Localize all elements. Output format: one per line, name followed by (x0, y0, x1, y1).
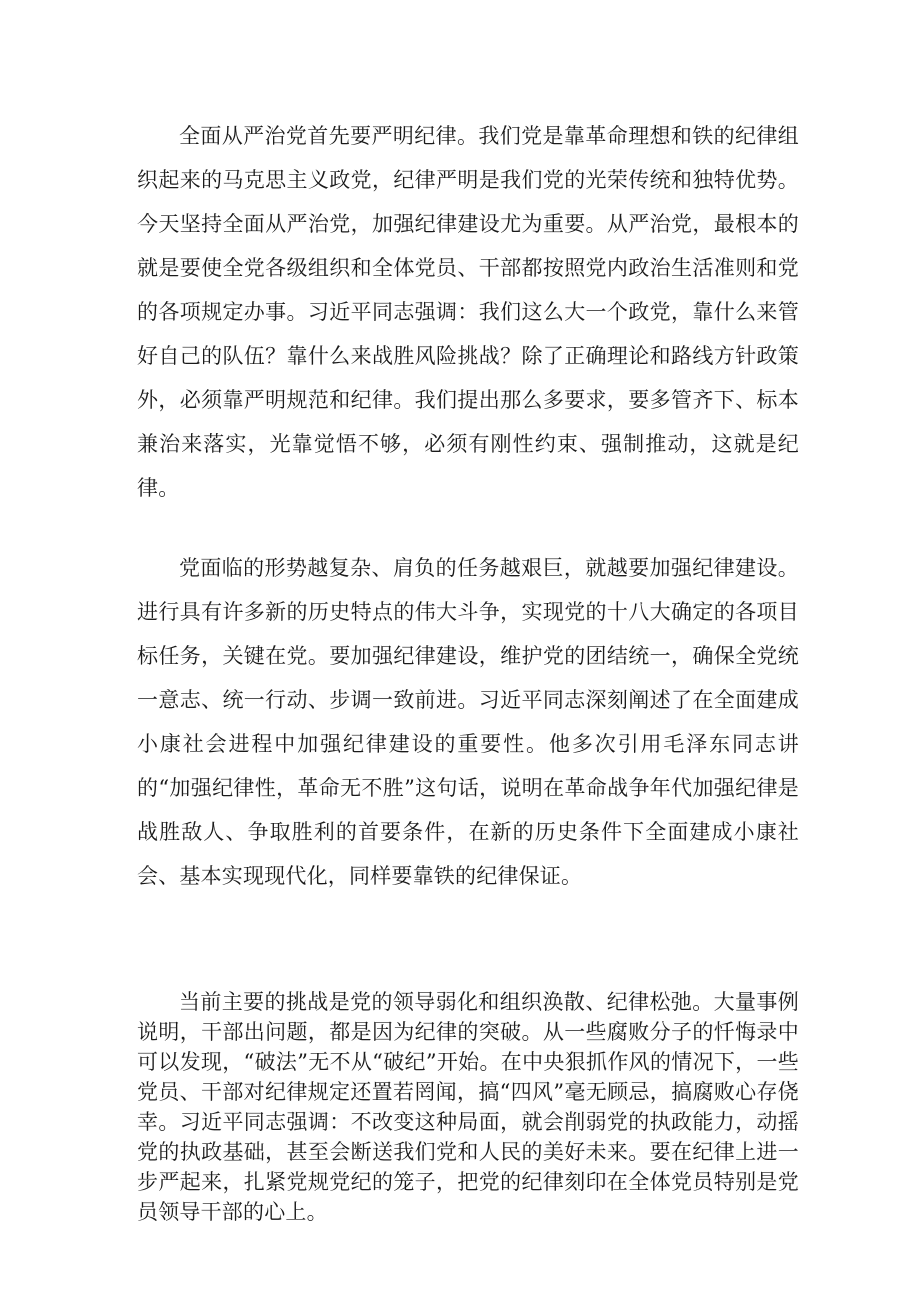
paragraph-1: 全面从严治党首先要严明纪律。我们党是靠革命理想和铁的纪律组织起来的马克思主义政党，纪律严明是我们党的光荣传统和独特优势。今天坚持全面从严治党，加强纪律建设尤为重要。从严治党，最根本的就是要使全党各级组织和全体党员、干部都按照党内政治生活准则和党的各项规定办事。习近平同志强调：我们这么大一个政党，靠什么来管好自己的队伍？靠什么来战胜风险挑战？除了正确理论和路线方针政策外，必须靠严明规范和纪律。我们提出那么多要求，要多管齐下、标本兼治来落实，光靠觉悟不够，必须有刚性约束、强制推动，这就是纪律。 (137, 124, 799, 500)
paragraph-3: 当前主要的挑战是党的领导弱化和组织涣散、纪律松弛。大量事例说明，干部出问题，都是因为纪律的突破。从一些腐败分子的忏悔录中可以发现，“破法”无不从“破纪”开始。在中央狠抓作风的情况下，一些党员、干部对纪律规定还置若罔闻，搞“四风”毫无顾忌，搞腐败心存侥幸。习近平同志强调：不改变这种局面，就会削弱党的执政能力，动摇党的执政基础，甚至会断送我们党和人民的美好未来。要在纪律上进一步严起来，扎紧党规党纪的笼子，把党的纪律刻印在全体党员特别是党员领导干部的心上。 (137, 990, 799, 1224)
paragraph-2: 党面临的形势越复杂、肩负的任务越艰巨，就越要加强纪律建设。进行具有许多新的历史特点的伟大斗争，实现党的十八大确定的各项目标任务，关键在党。要加强纪律建设，维护党的团结统一，确保全党统一意志、统一行动、步调一致前进。习近平同志深刻阐述了在全面建成小康社会进程中加强纪律建设的重要性。他多次引用毛泽东同志讲的“加强纪律性，革命无不胜”这句话，说明在革命战争年代加强纪律是战胜敌人、争取胜利的首要条件，在新的历史条件下全面建成小康社会、基本实现现代化，同样要靠铁的纪律保证。 (137, 556, 799, 888)
